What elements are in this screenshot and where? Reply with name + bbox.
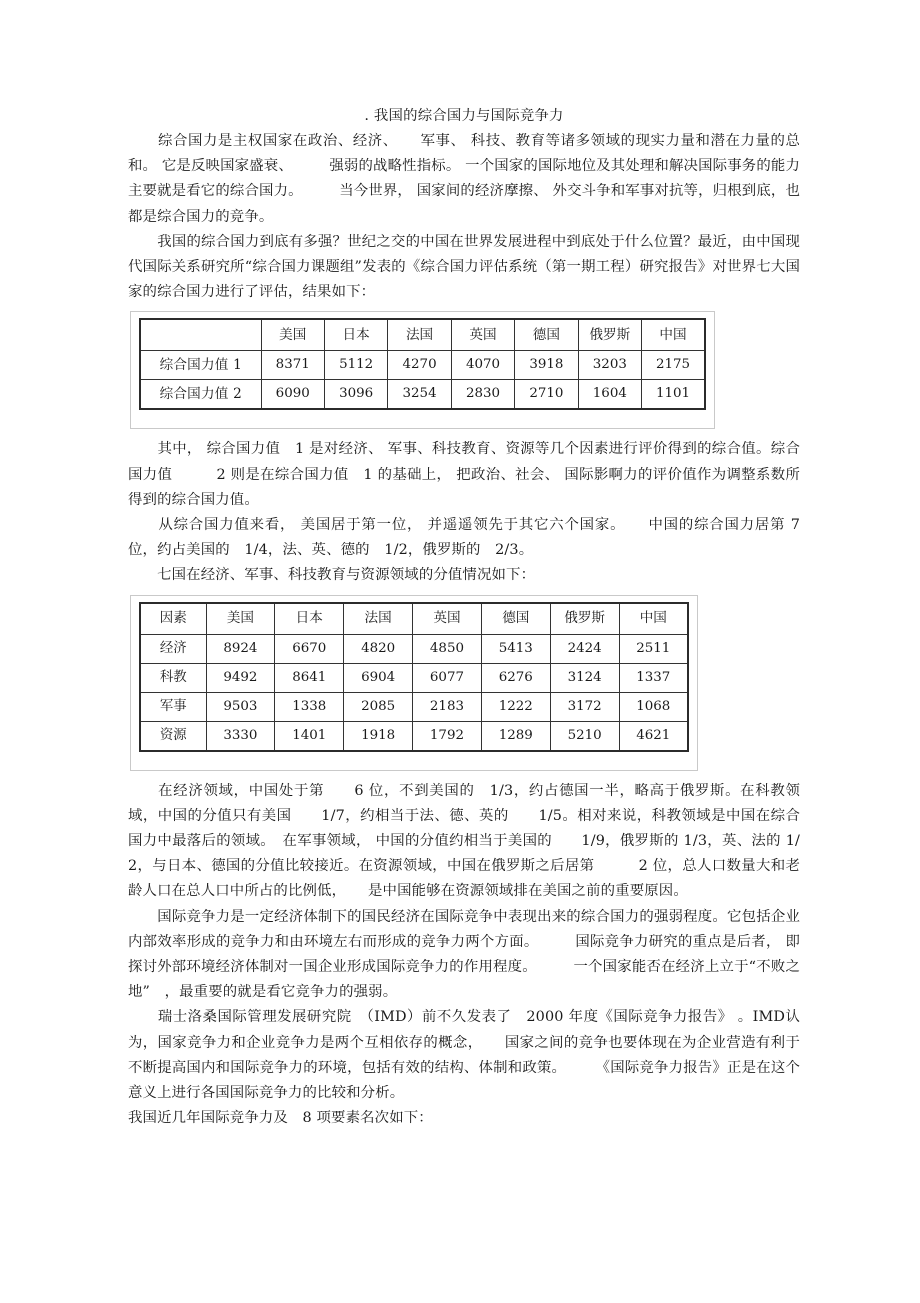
table-2-col-3: 法国 xyxy=(344,603,413,635)
table-1-row-1-label: 综合国力值 2 xyxy=(140,380,261,410)
paragraph-5: 七国在经济、军事、科技教育与资源领域的分值情况如下： xyxy=(128,567,536,584)
table-1-cell-0-2: 4270 xyxy=(388,351,451,380)
table-1-cell-1-5: 1604 xyxy=(578,380,641,410)
paragraph-7: 国际竞争力是一定经济体制下的国民经济在国际竞争中表现出来的综合国力的强弱程度。它包括企业内部效率形成的竞争力和由环境左右而形成的竞争力两个方面。 国际竞争力研究的重点是后者， 即探讨外部环境经济体制对一国企业形成国际竞争力的作用程度。 一个国家能否在经济上立于“不败之地” ，最重要的就是看它竞争力的强弱。 xyxy=(128,908,800,1001)
table-2-row-3-label: 资源 xyxy=(140,721,206,751)
table-2-cell-0-1: 6670 xyxy=(275,634,344,663)
table-row xyxy=(140,663,688,692)
table-1-cell-0-4: 3918 xyxy=(515,351,578,380)
table-2-cell-2-4: 1222 xyxy=(481,692,550,721)
table-row xyxy=(140,692,688,721)
table-2-col-5: 德国 xyxy=(481,603,550,635)
table-2-cell-2-0: 9503 xyxy=(206,692,275,721)
table-2-cell-3-0: 3330 xyxy=(206,721,275,751)
table-2-col-6: 俄罗斯 xyxy=(550,603,619,635)
paragraph-4: 从综合国力值来看， 美国居于第一位， 并遥遥领先于其它六个国家。 中国的综合国力居第 7 位，约占美国的 1/4，法、英、德的 1/2，俄罗斯的 2/3。 xyxy=(128,517,805,559)
table-2-cell-2-6: 1068 xyxy=(619,692,688,721)
table-2-cell-3-5: 5210 xyxy=(550,721,619,751)
table-1-col-3: 法国 xyxy=(388,319,451,351)
page-title: . 我国的综合国力与国际竞争力 xyxy=(364,108,564,124)
table-2-cell-2-5: 3172 xyxy=(550,692,619,721)
paragraph-6: 在经济领域，中国处于第 6 位，不到美国的 1/3，约占德国一半，略高于俄罗斯。在科教领域，中国的分值只有美国 1/7，约相当于法、德、英的 1/5。相对来说，科教领域是中国在综合国力中最落后的领域。 在军事领域， 中国的分值约相当于美国的 1/9，俄罗斯的 1/3，英、法的 1/2，与日本、德国的分值比较接近。在资源领域，中国在俄罗斯之后居第 2 位，总人口数量大和老龄人口在总人口中所占的比例低， 是中国能够在资源领域排在美国之前的重要原因。 xyxy=(128,782,800,900)
table-2-col-7: 中国 xyxy=(619,603,688,635)
table-2-cell-2-3: 2183 xyxy=(413,692,482,721)
paragraph-8: 瑞士洛桑国际管理发展研究院 （IMD）前不久发表了 2000 年度《国际竞争力报告》 。IMD认为，国家竞争力和企业竞争力是两个互相依存的概念， 国家之间的竞争也要体现在为企业营造有利于不断提高国内和国际竞争力的环境，包括有效的结构、体制和政策。 《国际竞争力报告》正是在这个意义上进行各国国际竞争力的比较和分析。 xyxy=(128,1009,800,1102)
table-2-col-0: 因素 xyxy=(140,603,206,635)
table-1-cell-1-4: 2710 xyxy=(515,380,578,410)
table-2-col-1: 美国 xyxy=(206,603,275,635)
table-2-cell-0-0: 8924 xyxy=(206,634,275,663)
table-2-cell-2-2: 2085 xyxy=(344,692,413,721)
table-2-cell-0-3: 4850 xyxy=(413,634,482,663)
table-2-cell-0-2: 4820 xyxy=(344,634,413,663)
table-1-col-2: 日本 xyxy=(324,319,387,351)
table-1-col-1: 美国 xyxy=(261,319,324,351)
table-2-cell-3-6: 4621 xyxy=(619,721,688,751)
table-1-col-4: 英国 xyxy=(451,319,514,351)
table-2-col-2: 日本 xyxy=(275,603,344,635)
table-2-cell-1-6: 1337 xyxy=(619,663,688,692)
table-1-cell-1-2: 3254 xyxy=(388,380,451,410)
table-1-cell-0-5: 3203 xyxy=(578,351,641,380)
table-2-cell-3-4: 1289 xyxy=(481,721,550,751)
table-2-cell-3-3: 1792 xyxy=(413,721,482,751)
table-1-row-0-label: 综合国力值 1 xyxy=(140,351,261,380)
table-1-cell-1-1: 3096 xyxy=(324,380,387,410)
table-row xyxy=(140,634,688,663)
table-1-frame xyxy=(130,311,715,429)
table-2-cell-1-0: 9492 xyxy=(206,663,275,692)
table-2-cell-0-4: 5413 xyxy=(481,634,550,663)
comprehensive-national-power-table xyxy=(139,318,706,410)
table-2-cell-1-3: 6077 xyxy=(413,663,482,692)
domain-scores-table xyxy=(139,602,689,752)
table-1-cell-0-1: 5112 xyxy=(324,351,387,380)
table-row xyxy=(140,380,705,410)
table-2-cell-1-1: 8641 xyxy=(275,663,344,692)
table-2-cell-1-4: 6276 xyxy=(481,663,550,692)
table-1-cell-0-6: 2175 xyxy=(642,351,705,380)
table-1-col-5: 德国 xyxy=(515,319,578,351)
table-row xyxy=(140,351,705,380)
table-2-cell-3-1: 1401 xyxy=(275,721,344,751)
table-1-cell-1-0: 6090 xyxy=(261,380,324,410)
table-1-cell-0-3: 4070 xyxy=(451,351,514,380)
table-2-row-2-label: 军事 xyxy=(140,692,206,721)
table-row xyxy=(140,721,688,751)
table-1-cell-1-3: 2830 xyxy=(451,380,514,410)
table-2-cell-1-5: 3124 xyxy=(550,663,619,692)
table-1-col-7: 中国 xyxy=(642,319,705,351)
table-2-cell-1-2: 6904 xyxy=(344,663,413,692)
table-header-row xyxy=(140,603,688,635)
paragraph-9: 我国近几年国际竞争力及 8 项要素名次如下： xyxy=(128,1110,433,1127)
table-2-col-4: 英国 xyxy=(413,603,482,635)
paragraph-2: 我国的综合国力到底有多强？世纪之交的中国在世界发展进程中到底处于什么位置？最近，由中国现代国际关系研究所“综合国力课题组”发表的《综合国力评估系统（第一期工程）研究报告》对世界七大国家的综合国力进行了评估，结果如下： xyxy=(128,233,800,301)
table-2-cell-0-6: 2511 xyxy=(619,634,688,663)
table-2-cell-2-1: 1338 xyxy=(275,692,344,721)
table-1-cell-1-6: 1101 xyxy=(642,380,705,410)
document-body xyxy=(128,104,805,1131)
table-1-cell-0-0: 8371 xyxy=(261,351,324,380)
paragraph-1: 综合国力是主权国家在政治、经济、 军事、 科技、教育等诸多领域的现实力量和潜在力量的总和。 它是反映国家盛衰、 强弱的战略性指标。 一个国家的国际地位及其处理和解决国际事务的能力主要就是看它的综合国力。 当今世界， 国家间的经济摩擦、 外交斗争和军事对抗等，归根到底，也都是综合国力的竞争。 xyxy=(128,133,800,225)
table-2-cell-0-5: 2424 xyxy=(550,634,619,663)
table-2-row-1-label: 科教 xyxy=(140,663,206,692)
table-2-cell-3-2: 1918 xyxy=(344,721,413,751)
table-1-col-6: 俄罗斯 xyxy=(578,319,641,351)
table-2-row-0-label: 经济 xyxy=(140,634,206,663)
table-2-frame xyxy=(130,595,698,771)
table-header-row xyxy=(140,319,705,351)
paragraph-3: 其中， 综合国力值 1 是对经济、 军事、科技教育、资源等几个因素进行评价得到的综合值。综合国力值 2 则是在综合国力值 1 的基础上， 把政治、社会、 国际影啊力的评价值作为调整系数所得到的综合国力值。 xyxy=(128,441,800,508)
table-1-col-0 xyxy=(140,319,261,351)
